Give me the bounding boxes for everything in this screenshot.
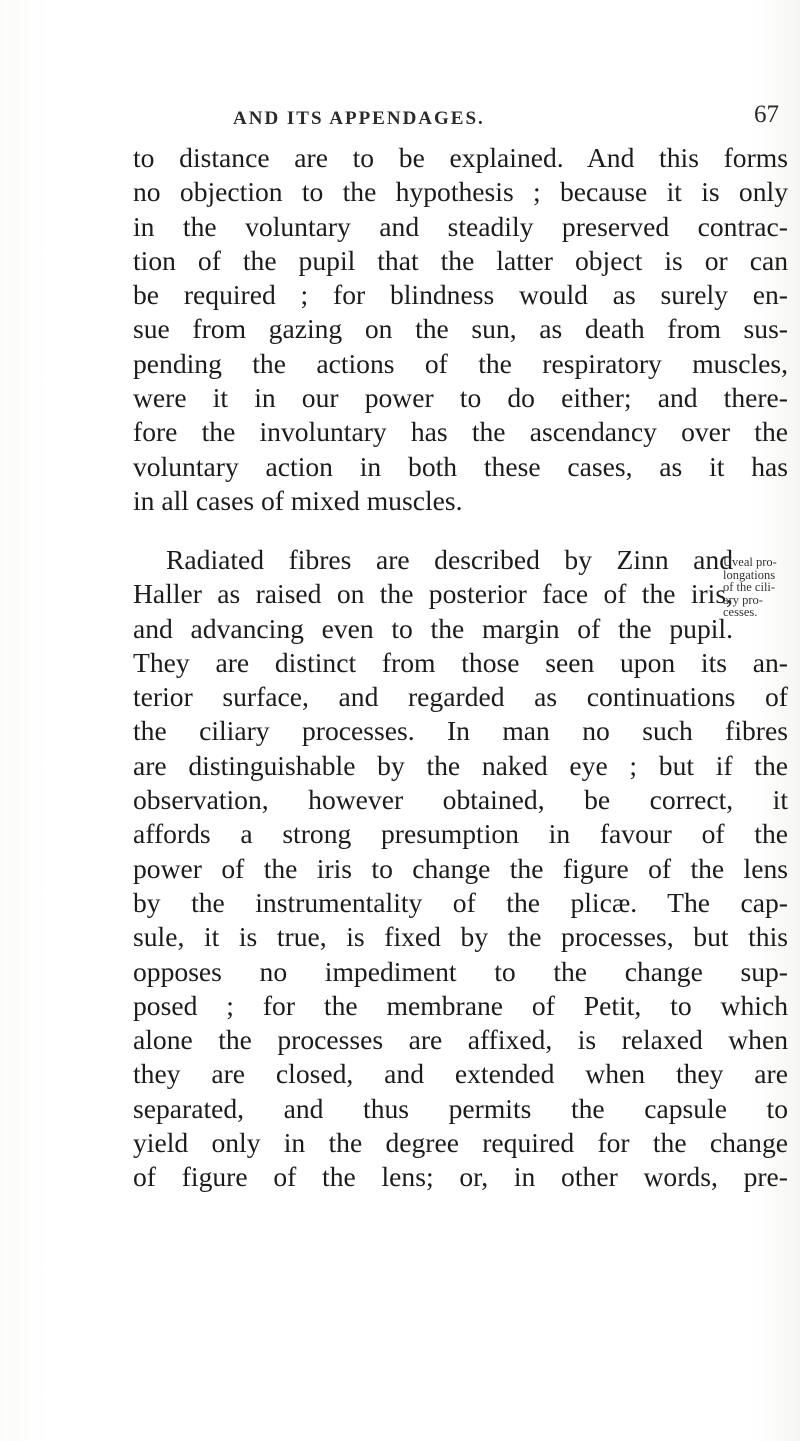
text-line: alone the processes are affixed, is relaxed when [133,1024,788,1056]
paragraph-2 [133,543,788,1195]
text-line: observation, however obtained, be correct, it [133,784,788,816]
text-line: no objection to the hypothesis ; because it is only [133,176,788,208]
margin-note-line: cesses. [723,605,758,619]
text-line: opposes no impediment to the change sup- [133,955,788,987]
text-line: yield only in the degree required for the change [133,1127,788,1159]
text-line: affords a strong presumption in favour of the [133,818,788,850]
margin-note-line: longations [723,567,776,582]
text-line: the ciliary processes. In man no such fibres [133,715,788,747]
text-line: by the instrumentality of the plicæ. The cap- [133,886,788,918]
text-line: were it in our power to do either; and there- [133,382,788,414]
margin-note-line: Uveal pro- [723,555,777,569]
text-line: voluntary action in both these cases, as it has [133,450,788,482]
text-line: are distinguishable by the naked eye ; but if the [133,749,788,781]
text-line: posed ; for the membrane of Petit, to which [133,989,788,1021]
text-line: be required ; for blindness would as surely en- [133,279,788,311]
text-line: sue from gazing on the sun, as death from sus- [133,313,788,345]
text-line: to distance are to be explained. And this forms [133,142,788,173]
text-line: fore the involuntary has the ascendancy over the [133,416,788,448]
text-line: in all cases of mixed muscles. [133,484,463,516]
margin-note-line: ary pro- [723,592,763,607]
text-line: of figure of the lens; or, in other words, pre- [133,1161,788,1193]
page-number: 67 [754,101,779,128]
text-line: they are closed, and extended when they are [133,1058,788,1090]
text-line: Radiated fibres are described by Zinn and [166,544,733,575]
text-line: separated, and thus permits the capsule to [133,1092,788,1124]
margin-note [723,556,800,619]
text-line: and advancing even to the margin of the pupil. [133,612,733,644]
text-line: in the voluntary and steadily preserved contrac- [133,210,788,242]
text-line: sule, it is true, is fixed by the processes, but this [133,921,788,953]
margin-note-line: of the cili- [723,580,776,594]
text-line: terior surface, and regarded as continuations of [133,681,788,713]
running-head: AND ITS APPENDAGES. [233,108,485,129]
text-line: Haller as raised on the posterior face of the iris, [133,578,733,610]
text-line: tion of the pupil that the latter object is or can [133,244,788,276]
text-line: pending the actions of the respiratory muscles, [133,347,788,379]
text-line: power of the iris to change the figure of the lens [133,852,788,884]
text-line: They are distinct from those seen upon its an- [133,646,788,678]
paragraph-1 [133,141,788,518]
